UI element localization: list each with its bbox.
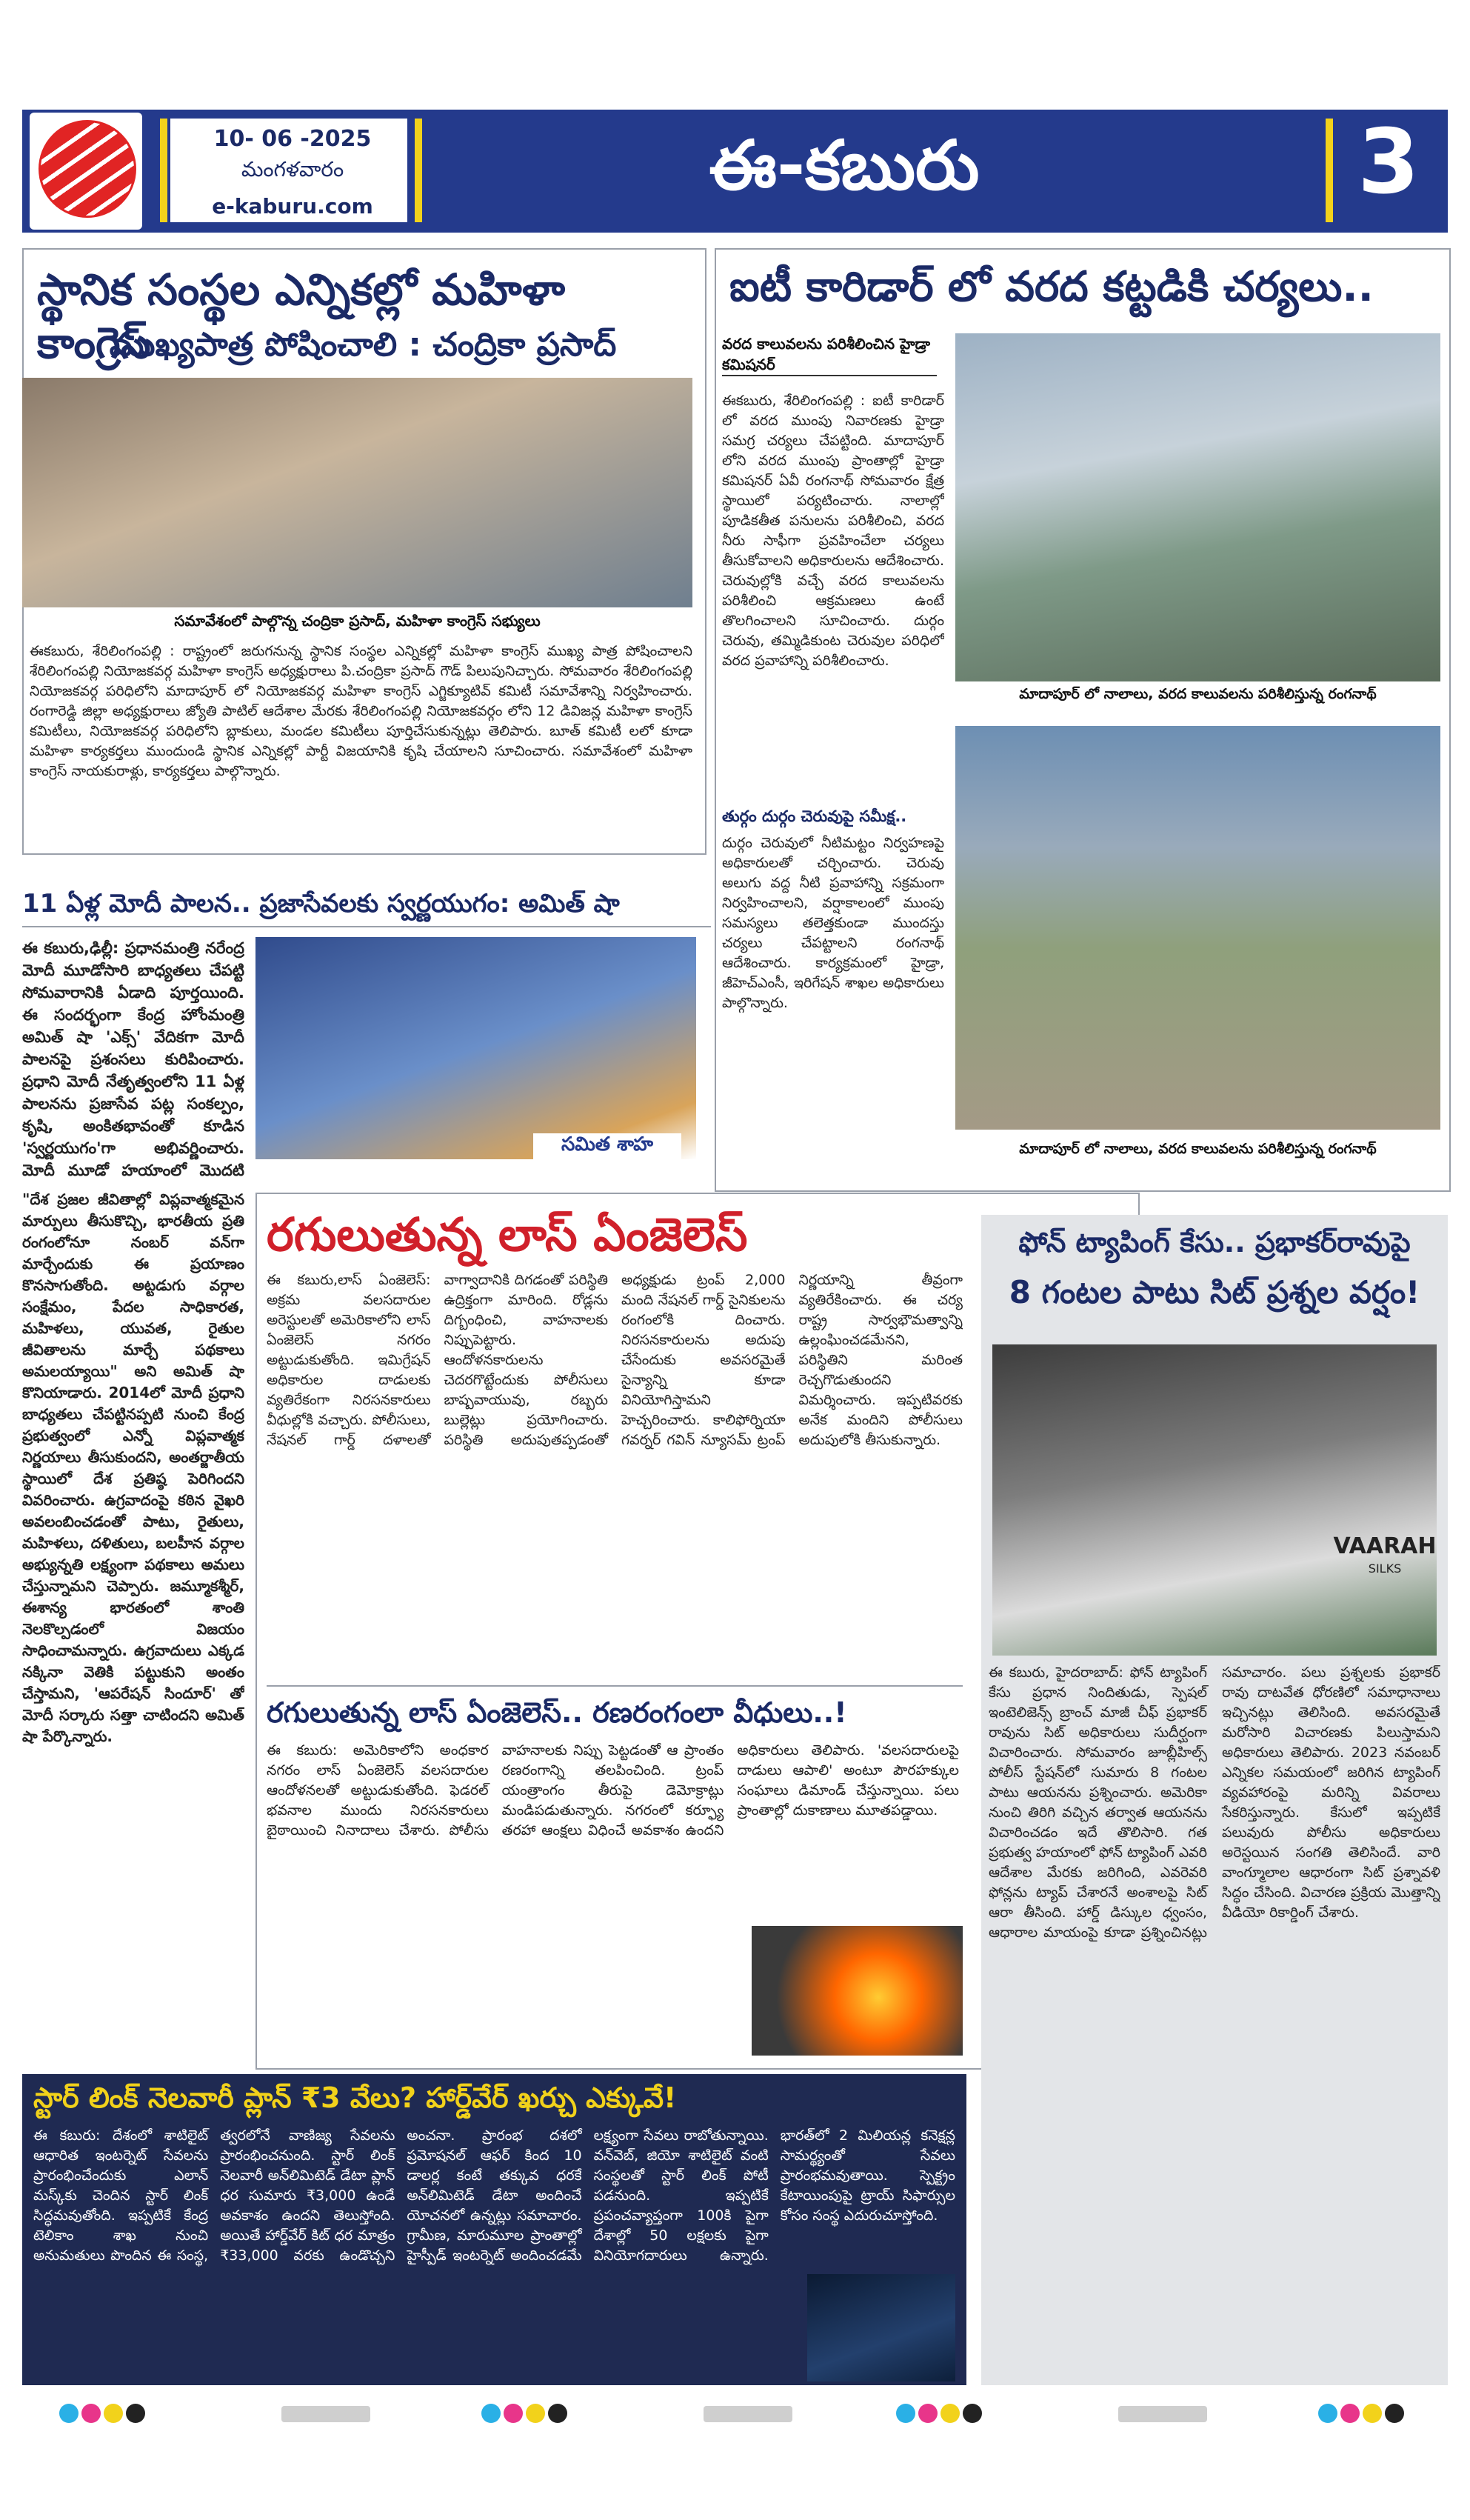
- registration-bar: [1118, 2406, 1207, 2422]
- registration-marks: [481, 2404, 570, 2426]
- rule: [267, 1685, 963, 1687]
- article-body: ఈ కబురు, హైదరాబాద్: ఫోన్ ట్యాపింగ్ కేసు ప్రధాన నిందితుడు, స్పెషల్ ఇంటెలిజెన్స్ బ్రాంచ్ మాజీ చీఫ్ ప్రభాకర్ రావును సిట్ అధికారులు సుదీర్ఘంగా విచారించారు. సోమవారం జూబ్లీహిల్స్ పోలీస్ స్టేషన్‌లో సుమారు 8 గంటల పాటు ఆయనను ప్రశ్నించారు. అమెరికా నుంచి తిరిగి వచ్చిన తర్వాత ఆయనను విచారించడం ఇదే తొలిసారి. గత ప్రభుత్వ హయాంలో ఫోన్ ట్యాపింగ్ ఎవరి ఆదేశాల మేరకు జరిగింది, ఎవరెవరి ఫోన్లను ట్యాప్ చేశారనే అంశాలపై సిట్ ఆరా తీసింది. హార్డ్ డిస్కుల ధ్వంసం, ఆధారాల మాయంపై కూడా ప్రశ్నించినట్లు సమాచారం. పలు ప్రశ్నలకు ప్రభాకర్ రావు దాటవేత ధోరణిలో సమాధానాలు ఇచ్చినట్లు తెలిసింది. అవసరమైతే మరోసారి విచారణకు పిలుస్తామని అధికారులు తెలిపారు. 2023 నవంబర్ ఎన్నికల సమయంలో జరిగిన ట్యాపింగ్ వ్యవహారంపై మరిన్ని వివరాలు సేకరిస్తున్నారు. కేసులో ఇప్పటికే పలువురు పోలీసు అధికారులు అరెస్టయిన సంగతి తెలిసిందే. వారి వాంగ్మూలాల ఆధారంగా సిట్ ప్రశ్నావళి సిద్ధం చేసింది. విచారణ ప్రక్రియ మొత్తాన్ని వీడియో రికార్డింగ్ చేశారు.: [989, 1664, 1440, 1941]
- group-photo: [22, 378, 692, 607]
- registration-marks: [1318, 2404, 1407, 2426]
- divider: [160, 119, 167, 222]
- shop-sign: VAARAH: [1333, 1533, 1437, 1559]
- inspection-photo-1: [955, 333, 1440, 681]
- article-body: ఈకబురు, శేరిలింగంపల్లి : ఐటీ కారిడార్ లో వరద ముంపు నివారణకు హైడ్రా సమగ్ర చర్యలు చేపట్టింది. మాదాపూర్ లోని వరద ముంపు ప్రాంతాల్లో హైడ్రా కమిషనర్ ఏవీ రంగనాథ్ సోమవారం క్షేత్ర స్థాయిలో పర్యటించారు. నాలాల్లో పూడికతీత పనులను పరిశీలించి, వరద నీరు సాఫీగా ప్రవహించేలా చర్యలు తీసుకోవాలని అధికారులను ఆదేశించారు. చెరువుల్లోకి వచ్చే వరద కాలువలను పరిశీలించి ఆక్రమణలు ఉంటే తొలగించాలని సూచించారు. దుర్గం చెరువు, తమ్మిడికుంట చెరువుల పరిధిలో వరద ప్రవాహాన్ని పరిశీలించారు.: [722, 393, 944, 669]
- page-number: 3: [1357, 111, 1420, 214]
- article-headline-line1: ఫోన్ ట్యాపింగ్ కేసు.. ప్రభాకర్‌రావుపై: [1018, 1226, 1411, 1259]
- registration-marks: [59, 2404, 148, 2426]
- amit-shah-photo: [255, 937, 696, 1159]
- riot-fire-photo: [752, 1926, 963, 2056]
- divider: [1326, 119, 1333, 222]
- article-subhead: తుర్గం దుర్గం చెరువుపై సమీక్ష..: [722, 807, 907, 825]
- article-body: ఈ కబురు,లాస్ ఏంజెలెస్: అక్రమ వలసదారుల అరెస్టులతో అమెరికాలోని లాస్ ఏంజెలెస్ నగరం అట్టుడుకుతోంది. ఇమిగ్రేషన్ అధికారుల దాడులకు వ్యతిరేకంగా నిరసనకారులు వీధుల్లోకి వచ్చారు. పోలీసులు, నేషనల్ గార్డ్ దళాలతో వాగ్వాదానికి దిగడంతో పరిస్థితి ఉద్రిక్తంగా మారింది. రోడ్లను దిగ్బంధించి, వాహనాలకు నిప్పుపెట్టారు. ఆందోళనకారులను చెదరగొట్టేందుకు పోలీసులు బాష్పవాయువు, రబ్బరు బుల్లెట్లు ప్రయోగించారు. పరిస్థితి అదుపుతప్పడంతో అధ్యక్షుడు ట్రంప్ 2,000 మంది నేషనల్ గార్డ్ సైనికులను రంగంలోకి దించారు. నిరసనకారులను అదుపు చేసేందుకు అవసరమైతే సైన్యాన్ని కూడా వినియోగిస్తామని హెచ్చరించారు. కాలిఫోర్నియా గవర్నర్ గవిన్ న్యూసమ్ ట్రంప్ నిర్ణయాన్ని తీవ్రంగా వ్యతిరేకించారు. ఈ చర్య రాష్ట్ర సార్వభౌమత్వాన్ని ఉల్లంఘించడమేనని, పరిస్థితిని మరింత రెచ్చగొడుతుందని విమర్శించారు. ఇప్పటివరకు అనేక మందిని పోలీసులు అదుపులోకి తీసుకున్నారు.: [267, 1272, 963, 1448]
- article-headline: రగులుతున్న లాస్ ఏంజెలెస్: [267, 1207, 748, 1261]
- article-lead: ఈ కబురు,ఢిల్లీ: ప్రధానమంత్రి నరేంద్ర మోదీ మూడోసారి బాధ్యతలు చేపట్టి సోమవారానికి ఏడాది పూర్తయింది. ఈ సందర్భంగా కేంద్ర హోంమంత్రి అమిత్ షా 'ఎక్స్' వేదికగా మోదీ పాలనపై ప్రశంసలు కురిపించారు. ప్రధాని మోదీ నేతృత్వంలోని 11 ఏళ్ల పాలనను ప్రజాసేవ పట్ల సంకల్పం, కృషి, అంకితభావంతో కూడిన 'స్వర్ణయుగం'గా అభివర్ణించారు. మోదీ మూడో హయాంలో మొదటి: [22, 939, 244, 1179]
- article-kicker: వరద కాలువలను పరిశీలించిన హైడ్రా కమిషనర్: [722, 333, 937, 376]
- issue-day: మంగళవారం: [241, 157, 344, 181]
- newspaper-title: ఈ-కబురు: [709, 126, 980, 205]
- elon-musk-photo: [807, 2274, 955, 2381]
- article-headline-line2: 8 గంటల పాటు సిట్ ప్రశ్నల వర్షం!: [1009, 1274, 1420, 1310]
- registration-marks: [896, 2404, 985, 2426]
- photo-caption: మాదాపూర్ లో నాలాలు, వరద కాలువలను పరిశీలిస్తున్న రంగనాథ్: [1019, 1141, 1377, 1157]
- registration-bar: [281, 2406, 370, 2422]
- inspection-photo-2: [955, 726, 1440, 1130]
- ekaburu-logo: [39, 120, 136, 218]
- shop-sign-sub: SILKS: [1368, 1561, 1402, 1576]
- podium-banner-text: సమిత శాహ: [533, 1133, 681, 1163]
- article-body-2: ఈ కబురు: అమెరికాలోని అంధకార నగరం లాస్ ఏంజెలెస్ వలసదారుల ఆందోళనలతో అట్టుడుకుతోంది. ఫెడరల్ భవనాల ముందు నిరసనకారులు బైఠాయించి నినాదాలు చేశారు. పోలీసు వాహనాలకు నిప్పు పెట్టడంతో ఆ ప్రాంతం రణరంగాన్ని తలపించింది. ట్రంప్ యంత్రాంగం తీరుపై డెమోక్రాట్లు మండిపడుతున్నారు. నగరంలో కర్ఫ్యూ తరహా ఆంక్షలు విధించే అవకాశం ఉందని అధికారులు తెలిపారు. 'వలసదారులపై దాడులు ఆపాలి' అంటూ పౌరహక్కుల సంఘాలు డిమాండ్ చేస్తున్నాయి. పలు ప్రాంతాల్లో దుకాణాలు మూతపడ్డాయి.: [267, 1742, 959, 1839]
- article-body-2: దుర్గం చెరువులో నీటిమట్టం నిర్వహణపై అధికారులతో చర్చించారు. చెరువు అలుగు వద్ద నీటి ప్రవాహాన్ని సక్రమంగా నిర్వహించాలని, వర్షాకాలంలో ముంపు సమస్యలు తలెత్తకుండా ముందస్తు చర్యలు చేపట్టాలని రంగనాథ్ ఆదేశించారు. కార్యక్రమంలో హైడ్రా, జీహెచ్ఎంసీ, ఇరిగేషన్ శాఖల అధికారులు పాల్గొన్నారు.: [722, 835, 944, 1011]
- article-subheadline: ముఖ్యపాత్ర పోషించాలి : చంద్రికా ప్రసాద్: [109, 326, 617, 364]
- registration-bar: [704, 2406, 792, 2422]
- article-body: ఈకబురు, శేరిలింగంపల్లి : రాష్ట్రంలో జరుగనున్న స్థానిక సంస్థల ఎన్నికల్లో మహిళా కాంగ్రెస్ ముఖ్య పాత్ర పోషించాలని శేరిలింగంపల్లి నియోజకవర్గ మహిళా కాంగ్రెస్ అధ్యక్షురాలు పి.చంద్రికా ప్రసాద్ గౌడ్ పిలుపునిచ్చారు. సోమవారం శేరిలింగంపల్లి నియోజకవర్గ పరిధిలోని మాదాపూర్ లో నియోజకవర్గ మహిళా కాంగ్రెస్ ఎగ్జిక్యూటివ్ కమిటీ సమావేశాన్ని నిర్వహించారు. రంగారెడ్డి జిల్లా అధ్యక్షురాలు జ్యోతి పాటిల్ ఆదేశాల మేరకు శేరిలింగంపల్లి నియోజకవర్గం లోని 12 డివిజన్ల మహిళా కాంగ్రెస్ కమిటీలు, నియోజకవర్గ పరిధిలోని బ్లాకులు, మండల కమిటీలు పూర్తిచేసుకున్నట్లు తెలిపారు. బూత్ కమిటీ లలో కూడా మహిళా కార్యకర్తలు ముందుండి స్థానిక ఎన్నికల్లో పార్టీ విజయానికి కృషి చేయాలని సూచించారు. సమావేశంలో మహిళా కాంగ్రెస్ నాయకురాళ్లు, కార్యకర్తలు పాల్గొన్నారు.: [30, 643, 692, 779]
- photo-caption: సమావేశంలో పాల్గొన్న చంద్రికా ప్రసాద్, మహిళా కాంగ్రెస్ సభ్యులు: [174, 612, 541, 630]
- rule: [22, 926, 711, 927]
- divider: [415, 119, 422, 222]
- issue-date: 10- 06 -2025: [213, 126, 372, 152]
- article-headline: స్టార్ లింక్ నెలవారీ ప్లాన్ ₹3 వేలు? హార్డ్‌వేర్ ఖర్చు ఎక్కువే!: [33, 2081, 677, 2114]
- photo-caption: మాదాపూర్ లో నాలాలు, వరద కాలువలను పరిశీలిస్తున్న రంగనాథ్: [1019, 686, 1377, 702]
- article-headline: 11 ఏళ్ల మోదీ పాలన.. ప్రజాసేవలకు స్వర్ణయుగం: అమిత్ షా: [22, 889, 620, 919]
- article-body: "దేశ ప్రజల జీవితాల్లో విప్లవాత్మకమైన మార్పులు తీసుకొచ్చి, భారతీయ ప్రతి రంగంలోనూ నంబర్ వన్‌గా మార్చేందుకు ఈ ప్రయాణం కొనసాగుతోంది. అట్టడుగు వర్గాల సంక్షేమం, పేదల సాధికారత, మహిళలు, యువత, రైతుల జీవితాలను మార్చే పథకాలు అమలయ్యాయి" అని అమిత్ షా కొనియాడారు. 2014లో మోదీ ప్రధాని బాధ్యతలు చేపట్టినప్పటి నుంచి కేంద్ర ప్రభుత్వంలో ఎన్నో విప్లవాత్మక నిర్ణయాలు తీసుకుందని, అంతర్జాతీయ స్థాయిలో దేశ ప్రతిష్ఠ పెరిగిందని వివరించారు. ఉగ్రవాదంపై కఠిన వైఖరి అవలంబించడంతో పాటు, రైతులు, మహిళలు, దళితులు, బలహీన వర్గాల అభ్యున్నతి లక్ష్యంగా పథకాలు అమలు చేస్తున్నామని చెప్పారు. జమ్మూకశ్మీర్, ఈశాన్య భారతంలో శాంతి నెలకొల్పడంలో విజయం సాధించామన్నారు. ఉగ్రవాదులు ఎక్కడ నక్కినా వెతికి పట్టుకుని అంతం చేస్తామని, 'ఆపరేషన్ సిందూర్' తో మోదీ సర్కారు సత్తా చాటిందని అమిత్ షా పేర్కొన్నారు.: [22, 1190, 244, 1745]
- article-headline: స్థానిక సంస్థల ఎన్నికల్లో మహిళా కాంగ్రెస్: [37, 264, 566, 368]
- website-link[interactable]: e-kaburu.com: [212, 194, 373, 219]
- article-headline: ఐటీ కారిడార్ లో వరద కట్టడికి చర్యలు..: [729, 263, 1374, 311]
- article-subheadline: రగులుతున్న లాస్ ఏంజెలెస్.. రణరంగంలా వీధులు..!: [267, 1696, 847, 1729]
- prabhakar-rao-photo: [992, 1344, 1437, 1656]
- article-body: ఈ కబురు: దేశంలో శాటిలైట్ ఆధారిత ఇంటర్నెట్ సేవలను ప్రారంభించేందుకు ఎలాన్ మస్క్‌కు చెందిన స్టార్ లింక్ సిద్ధమవుతోంది. ఇప్పటికే కేంద్ర టెలికాం శాఖ నుంచి అనుమతులు పొందిన ఈ సంస్థ, త్వరలోనే వాణిజ్య సేవలను ప్రారంభించనుంది. స్టార్ లింక్ నెలవారీ అన్‌లిమిటెడ్ డేటా ప్లాన్ ధర సుమారు ₹3,000 ఉండే అవకాశం ఉందని తెలుస్తోంది. అయితే హార్డ్‌వేర్ కిట్ ధర మాత్రం ₹33,000 వరకు ఉండొచ్చని అంచనా. ప్రారంభ దశలో ప్రమోషనల్ ఆఫర్ కింద 10 డాలర్ల కంటే తక్కువ ధరకే అన్‌లిమిటెడ్ డేటా అందించే యోచనలో ఉన్నట్లు సమాచారం. గ్రామీణ, మారుమూల ప్రాంతాల్లో హైస్పీడ్ ఇంటర్నెట్ అందించడమే లక్ష్యంగా సేవలు రాబోతున్నాయి. వన్‌వెబ్, జియో శాటిలైట్ వంటి సంస్థలతో స్టార్ లింక్ పోటీ పడనుంది. ఇప్పటికే ప్రపంచవ్యాప్తంగా 100కి పైగా దేశాల్లో 50 లక్షలకు పైగా వినియోగదారులు ఉన్నారు. భారత్‌లో 2 మిలియన్ల కనెక్షన్ల సామర్థ్యంతో సేవలు ప్రారంభమవుతాయి. స్పెక్ట్రం కేటాయింపుపై ట్రాయ్ సిఫార్సుల కోసం సంస్థ ఎదురుచూస్తోంది.: [33, 2127, 955, 2264]
